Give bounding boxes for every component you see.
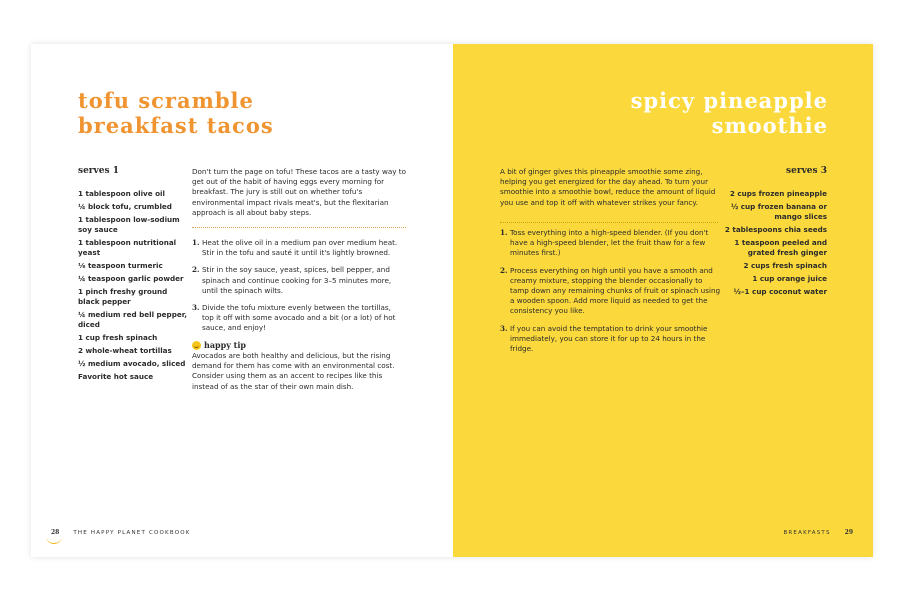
ingredient-item: 2 whole-wheat tortillas	[78, 346, 172, 356]
right-page	[453, 44, 873, 557]
step-number: 3.	[192, 303, 200, 313]
ingredient-item: ⅛ teaspoon turmeric	[78, 260, 163, 270]
dotted-divider	[192, 227, 406, 228]
ingredient-item: 1 teaspoon peeled and grated fresh ginger	[734, 238, 827, 257]
step-item	[192, 303, 404, 334]
title-line: tofu scramble	[78, 88, 254, 113]
recipe-intro: A bit of ginger gives this pineapple smoothie some zing, helping you get energized for the day ahead. To turn your smoothie into a smoothie bowl, reduce the amount of liquid you use and top it off with whatever strikes your fancy.	[500, 167, 716, 207]
ingredient-list	[707, 189, 827, 301]
ingredient-item: 1 tablespoon nutritional yeast	[78, 238, 177, 257]
left-page	[31, 44, 453, 557]
ingredient-item: ½–1 cup coconut water	[733, 287, 827, 297]
step-text: Process everything on high until you have a smooth and creamy mixture, stopping the blender occasionally to tamp down any remaining chunks of fruit or spinach using a wooden spoon. Add more liquid as needed to get the consistency you like.	[510, 265, 721, 316]
ingredient-item: 1 cup fresh spinach	[78, 332, 158, 342]
step-text: Heat the olive oil in a medium pan over medium heat. Stir in the tofu and sauté it until it's lightly browned.	[202, 238, 398, 258]
recipe-title-tofu	[78, 88, 378, 138]
book-spread	[31, 44, 873, 557]
ingredient-item: ¼ teaspoon garlic powder	[78, 274, 184, 284]
step-text: If you can avoid the temptation to drink your smoothie immediately, you can store it for up to 24 hours in the fridge.	[510, 323, 708, 354]
step-number: 2.	[500, 265, 508, 275]
page-number: 29	[844, 529, 853, 536]
title-line: smoothie	[711, 113, 828, 138]
step-number: 2.	[192, 265, 200, 275]
serves-label: serves 3	[786, 166, 827, 176]
step-text: Stir in the soy sauce, yeast, spices, bell pepper, and spinach and continue cooking for 3–5 minutes more, until the spinach wilts.	[202, 265, 392, 295]
tip-body: Avocados are both healthy and delicious, but the rising demand for them has come with an environmental cost. Consider using them as an accent to recipes like this instead of as the star of their own main dish.	[192, 351, 395, 391]
ingredient-item: ¼ block tofu, crumbled	[78, 202, 172, 212]
step-text: Toss everything into a high-speed blender. (If you don't have a high-speed blender, let the fruit thaw for a few minutes first.)	[510, 228, 709, 258]
ingredient-item: ¼ medium red bell pepper, diced	[78, 310, 187, 329]
right-footer	[783, 529, 853, 536]
step-item	[192, 265, 404, 296]
step-list	[500, 228, 722, 361]
ingredient-list	[78, 189, 190, 386]
running-head: BREAKFASTS	[783, 529, 831, 536]
ingredient-item: ½ cup frozen banana or mango slices	[730, 202, 827, 221]
serves-label: serves 1	[78, 166, 119, 176]
step-item	[192, 238, 404, 258]
left-footer	[51, 529, 191, 536]
running-head: THE HAPPY PLANET COOKBOOK	[73, 529, 191, 536]
step-number: 3.	[500, 323, 508, 333]
step-item	[500, 324, 722, 355]
ingredient-item: ½ medium avocado, sliced	[78, 359, 186, 369]
ingredient-item: 1 tablespoon low-sodium soy sauce	[78, 215, 180, 234]
ingredient-item: Favorite hot sauce	[78, 372, 154, 382]
step-item	[500, 266, 722, 317]
step-item	[500, 228, 722, 259]
ingredient-item: 1 cup orange juice	[752, 274, 827, 284]
title-line: breakfast tacos	[78, 113, 274, 138]
step-number: 1.	[500, 228, 508, 237]
step-list	[192, 238, 404, 341]
ingredient-item: 2 tablespoons chia seeds	[724, 224, 827, 234]
recipe-intro: Don't turn the page on tofu! These tacos are a tasty way to get out of the habit of having eggs every morning for breakfast. The jury is still out on whether tofu's environmental impact rivals meat's, but the flexitarian approach is all about baby steps.	[192, 167, 407, 217]
ingredient-item: 1 pinch freshy ground black pepper	[78, 287, 168, 306]
dotted-divider	[500, 222, 718, 223]
page-arc-ornament	[46, 535, 62, 544]
recipe-title-smoothie	[528, 88, 828, 138]
step-text: Divide the tofu mixture evenly between the tortillas, top it off with some avocado and a bit (or a lot) of hot sauce, and enjoy!	[202, 303, 396, 333]
ingredient-item: 1 tablespoon olive oil	[78, 189, 165, 198]
title-line: spicy pineapple	[630, 88, 828, 113]
happy-tip-heading	[192, 340, 246, 350]
tip-title: happy tip	[204, 340, 246, 350]
smiley-icon	[192, 341, 201, 350]
page-number: 28	[51, 529, 60, 536]
ingredient-item: 2 cups fresh spinach	[743, 260, 827, 270]
step-number: 1.	[192, 238, 200, 247]
ingredient-item: 2 cups frozen pineapple	[729, 189, 827, 198]
